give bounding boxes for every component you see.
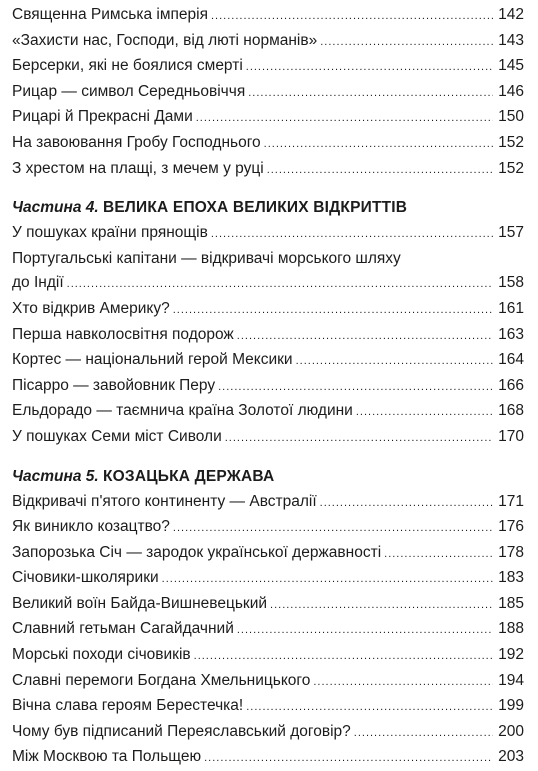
dot-leader (246, 695, 493, 720)
entry-page-number: 171 (496, 490, 524, 515)
toc-entry[interactable] (12, 669, 524, 695)
entry-title: Пісарро — завойовник Перу (12, 374, 215, 399)
entry-page-number: 152 (496, 131, 524, 156)
toc-entry[interactable] (12, 490, 524, 516)
dot-leader (356, 400, 493, 425)
dot-leader (267, 158, 493, 183)
entry-title: На завоювання Гробу Господнього (12, 131, 261, 156)
entry-title: Хто відкрив Америку? (12, 297, 170, 322)
dot-leader (194, 644, 493, 669)
entry-page-number: 143 (496, 29, 524, 54)
toc-entry[interactable] (12, 323, 524, 349)
entry-page-number: 188 (496, 617, 524, 642)
dot-leader (313, 670, 493, 695)
dot-leader (204, 746, 493, 771)
entry-title: Рицарі й Прекрасні Дами (12, 105, 193, 130)
entry-page-number: 152 (496, 157, 524, 182)
toc-entry[interactable] (12, 80, 524, 106)
dot-leader (320, 491, 493, 516)
toc-entry[interactable] (12, 348, 524, 374)
entry-title: Кортес — національний герой Мексики (12, 348, 293, 373)
entry-page-number: 170 (496, 425, 524, 450)
dot-leader (296, 349, 493, 374)
dot-leader (320, 30, 493, 55)
toc-block-part4 (12, 221, 524, 450)
section-heading-part4 (12, 194, 524, 221)
toc-entry[interactable] (12, 720, 524, 746)
part-title: ВЕЛИКА ЕПОХА ВЕЛИКИХ ВІДКРИТТІВ (103, 199, 407, 216)
entry-page-number: 146 (496, 80, 524, 105)
entry-page-number: 192 (496, 643, 524, 668)
dot-leader (248, 81, 493, 106)
entry-page-number: 158 (496, 271, 524, 296)
entry-title: Січовики-школярики (12, 566, 159, 591)
entry-title: У пошуках Семи міст Сиволи (12, 425, 222, 450)
dot-leader (384, 542, 493, 567)
dot-leader (211, 222, 493, 247)
toc-entry[interactable] (12, 105, 524, 131)
toc-entry[interactable] (12, 131, 524, 157)
dot-leader (225, 426, 493, 451)
dot-leader (211, 4, 493, 29)
entry-title: Як виникло козацтво? (12, 515, 170, 540)
toc-entry[interactable] (12, 54, 524, 80)
dot-leader (218, 375, 493, 400)
entry-title: Славний гетьман Сагайдачний (12, 617, 234, 642)
entry-page-number: 194 (496, 669, 524, 694)
entry-title-line2: до Індії (12, 271, 64, 296)
entry-page-number: 142 (496, 3, 524, 28)
entry-page-number: 178 (496, 541, 524, 566)
dot-leader (237, 324, 493, 349)
part-title: КОЗАЦЬКА ДЕРЖАВА (103, 468, 274, 485)
entry-page-number: 164 (496, 348, 524, 373)
toc-entry[interactable] (12, 592, 524, 618)
entry-title-line2-row (12, 271, 524, 297)
entry-title: Запорозька Січ — зародок української державності (12, 541, 381, 566)
toc-entry[interactable] (12, 399, 524, 425)
entry-title: Перша навколосвітня подорож (12, 323, 234, 348)
entry-page-number: 150 (496, 105, 524, 130)
toc-entry[interactable] (12, 3, 524, 29)
entry-page-number: 199 (496, 694, 524, 719)
toc-entry[interactable] (12, 515, 524, 541)
entry-title: Відкривачі п'ятого континенту — Австралії (12, 490, 317, 515)
entry-page-number: 166 (496, 374, 524, 399)
entry-page-number: 176 (496, 515, 524, 540)
toc-entry[interactable] (12, 566, 524, 592)
toc-entry[interactable] (12, 221, 524, 247)
entry-title: «Захисти нас, Господи, від люті норманів» (12, 29, 317, 54)
entry-page-number: 203 (496, 745, 524, 770)
dot-leader (354, 721, 493, 746)
toc-entry-multiline[interactable] (12, 247, 524, 297)
entry-title: Ельдорадо — таємнича країна Золотої людини (12, 399, 353, 424)
toc-entry[interactable] (12, 617, 524, 643)
part-label: Частина 5. (12, 468, 99, 485)
entry-page-number: 185 (496, 592, 524, 617)
part-label: Частина 4. (12, 199, 99, 216)
toc-entry[interactable] (12, 643, 524, 669)
entry-title: Великий воїн Байда-Вишневецький (12, 592, 267, 617)
dot-leader (270, 593, 493, 618)
toc-entry[interactable] (12, 745, 524, 771)
dot-leader (246, 55, 493, 80)
toc-entry[interactable] (12, 374, 524, 400)
dot-leader (173, 298, 493, 323)
entry-title: Славні перемоги Богдана Хмельницького (12, 669, 310, 694)
toc-entry[interactable] (12, 157, 524, 183)
dot-leader (237, 618, 493, 643)
entry-title: У пошуках країни прянощів (12, 221, 208, 246)
toc-entry[interactable] (12, 425, 524, 451)
entry-page-number: 168 (496, 399, 524, 424)
entry-page-number: 163 (496, 323, 524, 348)
entry-page-number: 157 (496, 221, 524, 246)
dot-leader (264, 132, 493, 157)
toc-block-part3-tail (12, 3, 524, 182)
entry-title-line1: Португальські капітани — відкривачі морського шляху (12, 247, 524, 272)
entry-title: Священна Римська імперія (12, 3, 208, 28)
section-heading-part5 (12, 463, 524, 490)
entry-title: Берсерки, які не боялися смерті (12, 54, 243, 79)
dot-leader (67, 272, 493, 297)
entry-page-number: 145 (496, 54, 524, 79)
entry-title: Вічна слава героям Берестечка! (12, 694, 243, 719)
toc-entry[interactable] (12, 541, 524, 567)
entry-title: Рицар — символ Середньовіччя (12, 80, 245, 105)
entry-title: Чому був підписаний Переяславський договір? (12, 720, 351, 745)
toc-entry[interactable] (12, 297, 524, 323)
entry-page-number: 183 (496, 566, 524, 591)
toc-entry[interactable] (12, 29, 524, 55)
toc-entry[interactable] (12, 694, 524, 720)
entry-title: Морські походи січовиків (12, 643, 191, 668)
dot-leader (173, 516, 493, 541)
dot-leader (162, 567, 493, 592)
dot-leader (196, 106, 493, 131)
entry-title: Між Москвою та Польщею (12, 745, 201, 770)
entry-page-number: 161 (496, 297, 524, 322)
entry-page-number: 200 (496, 720, 524, 745)
entry-title: З хрестом на плащі, з мечем у руці (12, 157, 264, 182)
